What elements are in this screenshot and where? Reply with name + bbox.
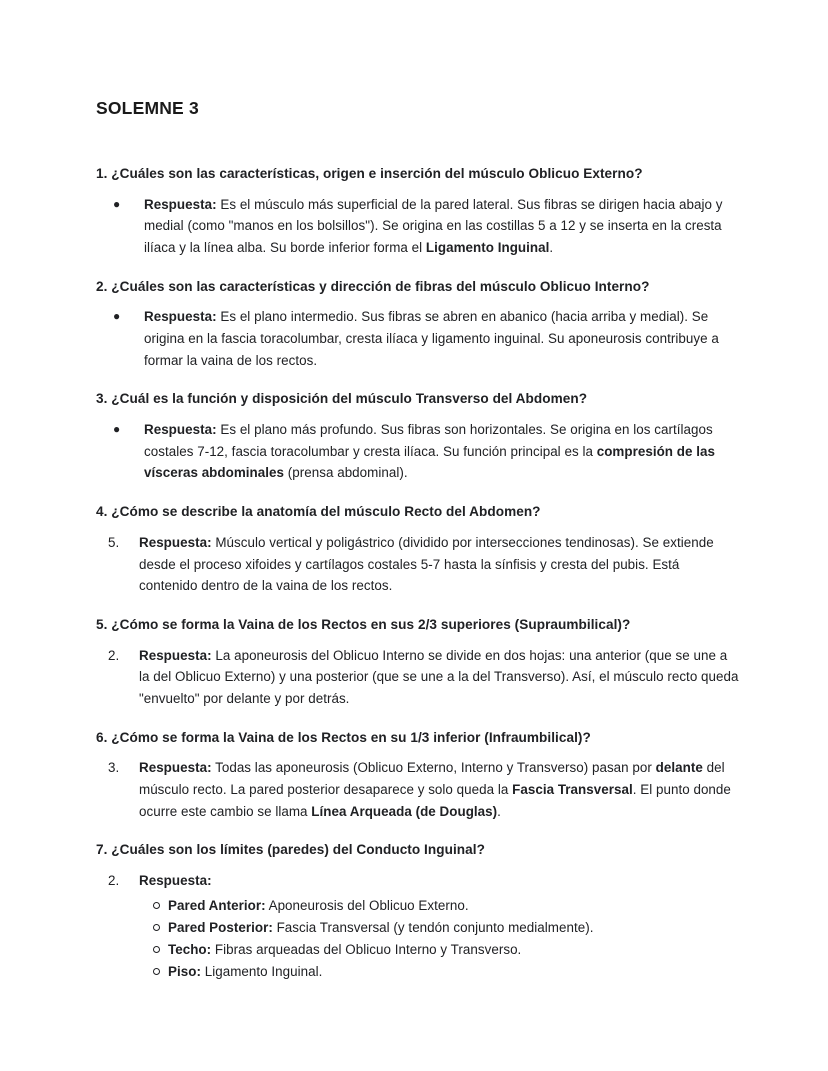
answer-emphasis: compresión de las vísceras abdominales <box>144 443 715 481</box>
answer-text <box>144 194 740 259</box>
qa-block <box>96 164 740 259</box>
answer-row <box>96 306 740 371</box>
circle-glyph <box>153 946 160 953</box>
list-item <box>139 895 740 916</box>
qa-block <box>96 277 740 372</box>
answer-label: Respuesta: <box>139 873 212 889</box>
answer-fragment: . <box>549 239 554 255</box>
bullet-marker-icon: ● <box>113 196 121 211</box>
hollow-circle-bullet-icon <box>139 939 168 960</box>
answer-fragment: del músculo recto. La pared posterior desaparece y solo queda la <box>139 760 725 798</box>
answer-row <box>96 532 740 597</box>
list-number-marker: 5. <box>108 534 120 550</box>
answer-text <box>144 306 740 371</box>
bullet-marker-icon: ● <box>113 309 121 324</box>
answer-label: Respuesta: <box>144 422 217 438</box>
answer-fragment: (prensa abdominal). <box>284 465 408 481</box>
qa-block <box>96 615 740 710</box>
hollow-circle-bullet-icon <box>139 895 168 916</box>
answer-row <box>96 194 740 259</box>
answer-sub-list <box>139 895 740 983</box>
sub-item-text <box>168 961 740 982</box>
sub-item-value: Fibras arqueadas del Oblicuo Interno y Transverso. <box>211 942 522 958</box>
sub-item-label: Pared Posterior: <box>168 920 273 935</box>
list-number-marker: 2. <box>108 647 120 663</box>
answer-row <box>96 757 740 822</box>
answer-fragment: Es el músculo más superficial de la pared lateral. Sus fibras se dirigen hacia abajo y medial (como "manos en los bolsillos"). Se origina en las costillas 5 a 12 y se inserta en la cresta ilíaca y la línea alba. Su borde inferior forma el <box>144 196 723 255</box>
answer-emphasis: Fascia Transversal <box>512 782 633 798</box>
list-item <box>139 961 740 982</box>
answer-fragment: Es el plano intermedio. Sus fibras se abren en abanico (hacia arriba y medial). Se origina en la fascia toracolumbar, cresta ilíaca y ligamento inguinal. Su aponeurosis contribuye a formar la vaina de los rectos. <box>144 309 719 368</box>
qa-section-list <box>96 164 740 984</box>
sub-item-text <box>168 895 740 916</box>
question-heading: 2. ¿Cuáles son las características y dirección de fibras del músculo Oblicuo Interno? <box>96 278 650 294</box>
answer-emphasis: delante <box>655 760 703 776</box>
sub-item-value: Fascia Transversal (y tendón conjunto medialmente). <box>272 920 594 935</box>
hollow-circle-bullet-icon <box>139 961 168 982</box>
circle-glyph <box>153 924 160 931</box>
sub-item-label: Pared Anterior: <box>168 897 266 913</box>
bullet-marker-icon: ● <box>113 422 121 437</box>
qa-block <box>96 840 740 983</box>
page-title: SOLEMNE 3 <box>96 98 199 118</box>
answer-row <box>96 870 740 983</box>
answer-fragment: La aponeurosis del Oblicuo Interno se divide en dos hojas: una anterior (que se une a la del Oblicuo Externo) y una posterior (que se une a la del Transverso). Así, el músculo recto queda "envuelto" por delante y por detrás. <box>139 647 739 706</box>
qa-block <box>96 728 740 823</box>
answer-fragment: Es el plano más profundo. Sus fibras son horizontales. Se origina en los cartílagos costales 7-12, fascia toracolumbar y cresta ilíaca. Su función principal es la <box>144 422 713 459</box>
question-heading: 7. ¿Cuáles son los límites (paredes) del Conducto Inguinal? <box>96 842 485 858</box>
list-item <box>139 917 740 938</box>
question-heading: 5. ¿Cómo se forma la Vaina de los Rectos en sus 2/3 superiores (Supraumbilical)? <box>96 616 631 632</box>
sub-item-value: Ligamento Inguinal. <box>200 964 323 980</box>
answer-emphasis: Ligamento Inguinal <box>425 239 550 255</box>
answer-fragment: Todas las aponeurosis (Oblicuo Externo, Interno y Transverso) pasan por <box>211 760 656 776</box>
answer-row <box>96 645 740 710</box>
sub-item-label: Piso: <box>168 964 201 980</box>
answer-text <box>139 870 740 983</box>
answer-label: Respuesta: <box>139 534 212 550</box>
circle-glyph <box>153 968 160 975</box>
answer-fragment: Músculo vertical y poligástrico (dividido por intersecciones tendinosas). Se extiende desde el proceso xifoides y cartílagos costales 5-7 hasta la sínfisis y cresta del pubis. Está contenido dentro de la vaina de los rectos. <box>139 534 714 594</box>
answer-fragment: . <box>497 803 501 819</box>
qa-block <box>96 389 740 484</box>
question-heading: 1. ¿Cuáles son las características, origen e inserción del músculo Oblicuo Externo? <box>96 165 643 181</box>
answer-emphasis: Línea Arqueada (de Douglas) <box>311 803 498 819</box>
answer-label: Respuesta: <box>144 196 217 212</box>
qa-block <box>96 502 740 597</box>
sub-item-text <box>168 939 740 960</box>
answer-text <box>139 532 740 597</box>
answer-text <box>144 419 740 484</box>
question-heading: 4. ¿Cómo se describe la anatomía del músculo Recto del Abdomen? <box>96 504 541 520</box>
question-heading: 6. ¿Cómo se forma la Vaina de los Rectos en su 1/3 inferior (Infraumbilical)? <box>96 729 591 745</box>
list-item <box>139 939 740 960</box>
sub-item-text <box>168 917 740 938</box>
question-heading: 3. ¿Cuál es la función y disposición del músculo Transverso del Abdomen? <box>96 391 588 407</box>
list-number-marker: 3. <box>108 760 120 776</box>
circle-glyph <box>153 902 160 909</box>
answer-label: Respuesta: <box>139 647 212 663</box>
list-number-marker: 2. <box>108 873 120 889</box>
sub-item-value: Aponeurosis del Oblicuo Externo. <box>265 897 469 913</box>
answer-fragment: . El punto donde ocurre este cambio se llama <box>139 782 731 819</box>
sub-item-label: Techo: <box>168 942 212 958</box>
answer-label: Respuesta: <box>139 760 212 776</box>
answer-text <box>139 757 740 822</box>
answer-label: Respuesta: <box>144 309 217 325</box>
hollow-circle-bullet-icon <box>139 917 168 938</box>
answer-text <box>139 645 740 710</box>
answer-row <box>96 419 740 484</box>
